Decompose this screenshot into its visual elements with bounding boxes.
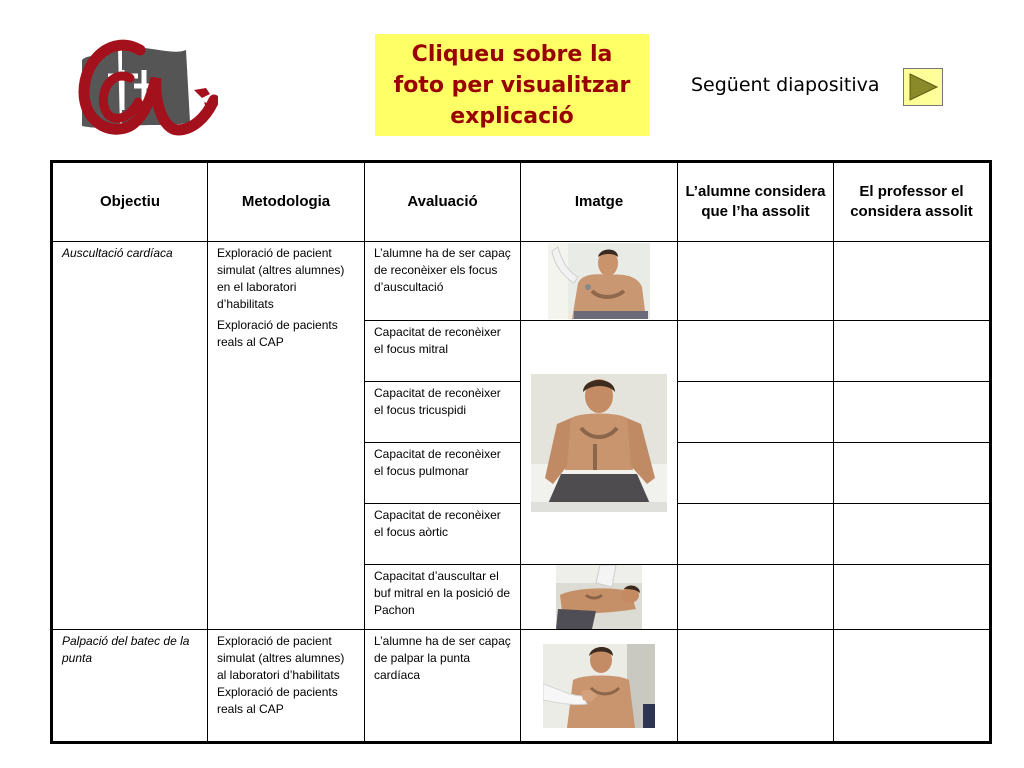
evaluation-cell: Capacitat de reconèixer el focus aòrtic xyxy=(365,504,521,565)
banner-line: Cliqueu sobre la xyxy=(411,41,613,67)
methodology-text: Exploració de pacient simulat (altres alumnes) en el laboratori d’habilitats xyxy=(217,246,345,311)
evaluation-cell: L’alumne ha de ser capaç de reconèixer els focus d’auscultació xyxy=(365,242,521,321)
objectives-table xyxy=(50,160,992,744)
header-objectiu: Objectiu xyxy=(52,162,208,242)
evaluation-cell: Capacitat de reconèixer el focus mitral xyxy=(365,321,521,382)
student-check-cell[interactable] xyxy=(678,242,834,321)
methodology-cell xyxy=(208,630,365,743)
next-slide-label: Següent diapositiva xyxy=(691,74,880,96)
evaluation-cell: L’alumne ha de ser capaç de palpar la punta cardíaca xyxy=(365,630,521,743)
evaluation-cell: Capacitat d’auscultar el buf mitral en la posició de Pachon xyxy=(365,565,521,630)
pachon-position-photo[interactable] xyxy=(556,565,642,629)
apex-palpation-photo[interactable] xyxy=(543,644,655,728)
table-row xyxy=(52,630,991,743)
header-metodologia: Metodologia xyxy=(208,162,365,242)
teacher-check-cell[interactable] xyxy=(834,630,991,743)
header-avaluacio: Avaluació xyxy=(365,162,521,242)
student-check-cell[interactable] xyxy=(678,382,834,443)
objective-cell: Palpació del batec de la punta xyxy=(52,630,208,743)
table-row xyxy=(52,242,991,321)
evaluation-cell: Capacitat de reconèixer el focus tricuspidi xyxy=(365,382,521,443)
evaluation-cell: Capacitat de reconèixer el focus pulmonar xyxy=(365,443,521,504)
teacher-check-cell[interactable] xyxy=(834,443,991,504)
teacher-check-cell[interactable] xyxy=(834,321,991,382)
objective-cell: Auscultació cardíaca xyxy=(52,242,208,630)
university-logo xyxy=(74,30,218,138)
student-check-cell[interactable] xyxy=(678,565,834,630)
torso-photo[interactable] xyxy=(531,374,667,512)
methodology-text: Exploració de pacients reals al CAP xyxy=(217,685,338,716)
methodology-text: Exploració de pacient simulat (altres alumnes) al laboratori d’habilitats xyxy=(217,634,345,682)
header-teacher-assessed: El professor el considera assolit xyxy=(834,162,991,242)
teacher-check-cell[interactable] xyxy=(834,382,991,443)
image-cell[interactable] xyxy=(521,242,678,321)
play-arrow-icon xyxy=(907,72,939,102)
student-check-cell[interactable] xyxy=(678,630,834,743)
teacher-check-cell[interactable] xyxy=(834,504,991,565)
image-cell[interactable] xyxy=(521,630,678,743)
next-slide-button[interactable] xyxy=(903,68,943,106)
table-header-row xyxy=(52,162,991,242)
methodology-text: Exploració de pacients reals al CAP xyxy=(217,318,338,349)
banner-line: foto per visualitzar xyxy=(393,72,631,98)
auscultation-photo[interactable] xyxy=(548,243,650,319)
banner-line: explicació xyxy=(450,103,574,129)
instruction-banner xyxy=(375,34,649,136)
student-check-cell[interactable] xyxy=(678,504,834,565)
header-imatge: Imatge xyxy=(521,162,678,242)
header-student-assessed: L’alumne considera que l’ha assolit xyxy=(678,162,834,242)
student-check-cell[interactable] xyxy=(678,321,834,382)
methodology-cell xyxy=(208,242,365,630)
image-cell[interactable] xyxy=(521,565,678,630)
student-check-cell[interactable] xyxy=(678,443,834,504)
teacher-check-cell[interactable] xyxy=(834,242,991,321)
image-cell[interactable] xyxy=(521,321,678,565)
teacher-check-cell[interactable] xyxy=(834,565,991,630)
